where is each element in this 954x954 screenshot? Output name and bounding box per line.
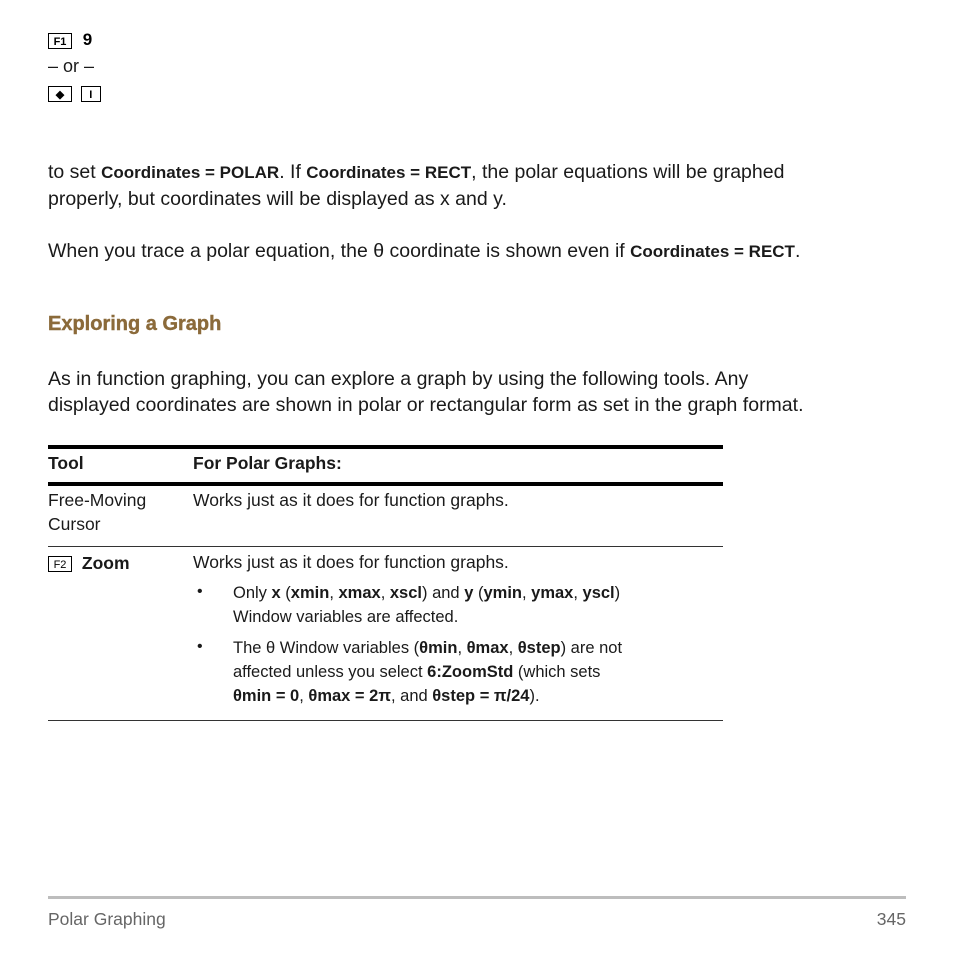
section-heading: Exploring a Graph [48, 313, 222, 335]
table-header-rule [48, 482, 723, 486]
text: to set [48, 161, 102, 183]
page-number: 345 [876, 909, 906, 929]
text: ( [473, 584, 484, 602]
table-row-cursor-tool [48, 488, 146, 536]
var-xscl: xscl [389, 584, 422, 602]
var-xmax: xmax [338, 584, 381, 602]
text: ) are not [560, 639, 623, 657]
table-bottom-rule [48, 720, 723, 721]
footer-rule [48, 896, 906, 899]
paragraph-line: displayed coordinates are shown in polar or rectangular form as set in the graph format. [48, 394, 804, 416]
text: , [508, 639, 518, 657]
paragraph-trace [48, 238, 928, 265]
var-thetastep: θstep [517, 639, 561, 657]
var-ymin: ymin [483, 584, 522, 602]
text: When you trace a polar equation, the θ coordinate is shown even if [48, 240, 631, 262]
row-divider [48, 546, 723, 547]
paragraph-line: As in function graphing, you can explore a graph by using the following tools. Any [48, 368, 749, 390]
f1-key: F1 [48, 33, 72, 49]
text: , [380, 584, 390, 602]
tool-name: Zoom [81, 553, 130, 573]
header-tool: Tool [48, 453, 84, 473]
bullet-window-xy [233, 581, 713, 629]
var-y: y [464, 584, 474, 602]
paragraph-line: properly, but coordinates will be displayed as x and y. [48, 188, 507, 210]
thetamax-value: θmax = 2π [308, 687, 391, 705]
diamond-key: ◆ [48, 86, 72, 102]
bullet-window-theta [233, 636, 713, 708]
text: ) and [421, 584, 465, 602]
setting-rect: Coordinates = RECT [630, 242, 795, 261]
table-top-rule [48, 445, 723, 449]
thetastep-value: θstep = π/24 [432, 687, 530, 705]
var-ymax: ymax [531, 584, 574, 602]
key-9: 9 [82, 30, 93, 49]
or-separator: – or – [48, 56, 95, 76]
zoomstd-command: 6:ZoomStd [427, 663, 514, 681]
footer-section-title: Polar Graphing [48, 909, 166, 929]
text: , [329, 584, 339, 602]
bullet-line: Window variables are affected. [233, 608, 459, 626]
bullet-mark: • [197, 583, 203, 600]
text: , the polar equations will be graphed [471, 161, 785, 183]
text: , [573, 584, 583, 602]
text: ). [529, 687, 540, 705]
table-row-cursor-desc: Works just as it does for function graphs. [193, 490, 509, 510]
var-xmin: xmin [290, 584, 330, 602]
paragraph-line [48, 159, 928, 186]
key-sequence-2 [48, 83, 101, 103]
i-key: I [81, 86, 101, 102]
text: affected unless you select [233, 663, 428, 681]
paragraph-explore [48, 366, 928, 418]
bullet-line [233, 636, 713, 660]
f2-key: F2 [48, 556, 72, 572]
bullet-mark: • [197, 638, 203, 655]
text: Only [233, 584, 272, 602]
text: , [299, 687, 309, 705]
text: The θ Window variables ( [233, 639, 420, 657]
table-row-zoom-desc: Works just as it does for function graphs. [193, 552, 509, 572]
text: , and [390, 687, 433, 705]
bullet-line [233, 660, 713, 684]
var-thetamax: θmax [466, 639, 509, 657]
thetamin-value: θmin = 0 [233, 687, 300, 705]
text: . If [279, 161, 307, 183]
tool-name: Free-Moving [48, 490, 147, 510]
bullet-line [233, 581, 713, 605]
key-sequence-1 [48, 30, 92, 50]
setting-polar: Coordinates = POLAR [101, 163, 280, 182]
bullet-line [233, 684, 713, 708]
text: ) [614, 584, 621, 602]
var-yscl: yscl [582, 584, 615, 602]
var-thetamin: θmin [419, 639, 458, 657]
setting-rect: Coordinates = RECT [306, 163, 472, 182]
text: . [794, 240, 801, 262]
var-x: x [271, 584, 281, 602]
text: , [457, 639, 467, 657]
text: ( [280, 584, 291, 602]
table-row-zoom-tool [48, 551, 130, 575]
tool-name: Cursor [48, 514, 101, 534]
text: , [521, 584, 532, 602]
text: (which sets [513, 663, 601, 681]
paragraph-coordinates [48, 159, 928, 212]
header-polar: For Polar Graphs: [193, 453, 342, 473]
